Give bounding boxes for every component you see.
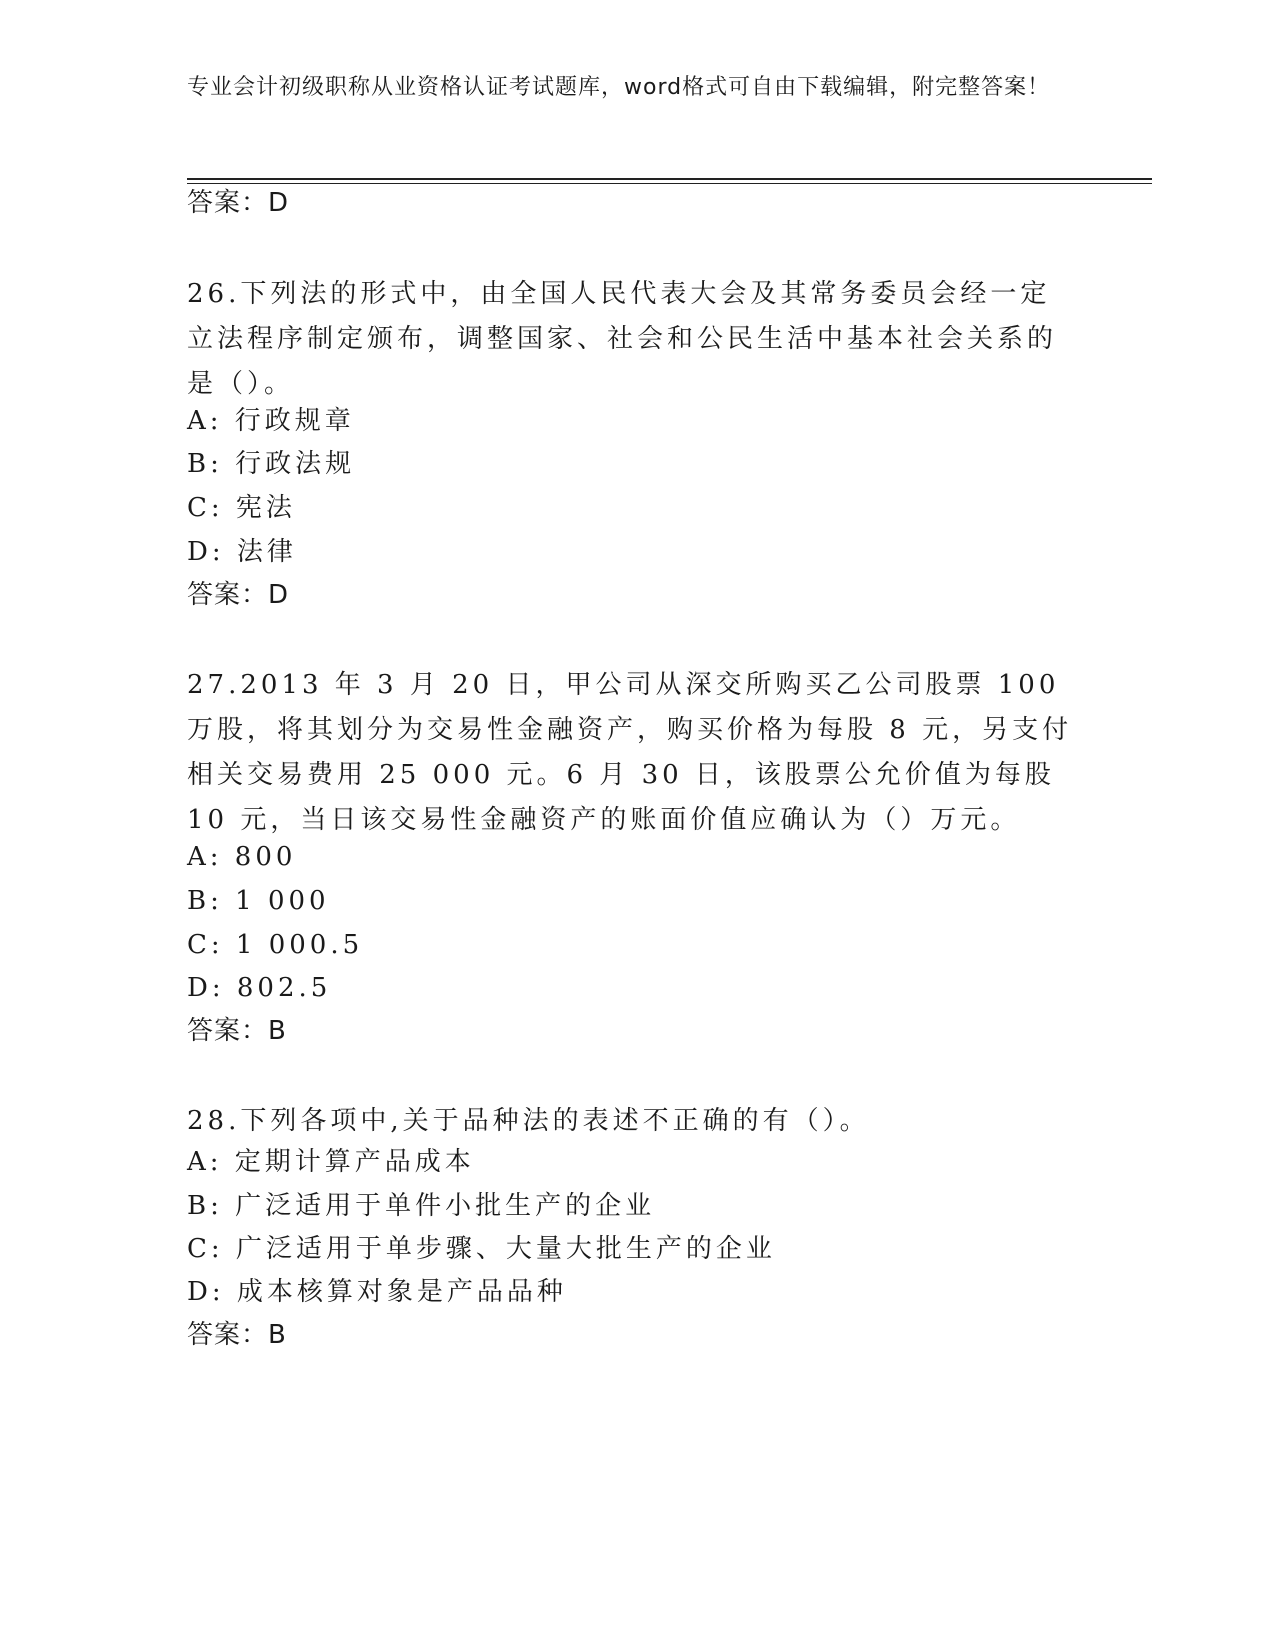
question-28-option-a: A: 定期计算产品成本 — [187, 1147, 475, 1177]
question-26-option-a: A: 行政规章 — [187, 406, 355, 436]
question-26-answer: 答案：D — [187, 580, 290, 610]
question-26-option-d: D: 法律 — [187, 537, 297, 567]
question-27-option-b: B: 1 000 — [187, 886, 330, 916]
question-27-option-c: C: 1 000.5 — [187, 930, 364, 960]
header-text: 专业会计初级职称从业资格认证考试题库，word格式可自由下载编辑，附完整答案！ — [187, 75, 1051, 100]
header-rule — [187, 178, 1152, 180]
question-28-option-b: B: 广泛适用于单件小批生产的企业 — [187, 1191, 656, 1221]
question-26-option-c: C: 宪法 — [187, 493, 296, 523]
question-26-text: 26.下列法的形式中，由全国人民代表大会及其常务委员会经一定立法程序制定颁布，调整国家、社会和公民生活中基本社会关系的是（）。 — [187, 279, 1058, 399]
question-27-option-d: D: 802.5 — [187, 973, 332, 1003]
question-28-option-d: D: 成本核算对象是产品品种 — [187, 1277, 567, 1307]
question-27-text: 27.2013 年 3 月 20 日，甲公司从深交所购买乙公司股票 100 万股，将其划分为交易性金融资产，购买价格为每股 8 元，另支付相关交易费用 25 000 元。6 月 30 日，该股票公允价值为每股 10 元，当日该交易性金融资产的账面价值应确认为（）万元。 — [187, 670, 1073, 835]
question-27-option-a: A: 800 — [187, 842, 297, 872]
question-27-answer: 答案：B — [187, 1016, 287, 1046]
header-rule-thin — [187, 183, 1152, 184]
question-28-text: 28.下列各项中,关于品种法的表述不正确的有（）。 — [187, 1106, 870, 1136]
question-28-option-c: C: 广泛适用于单步骤、大量大批生产的企业 — [187, 1234, 776, 1264]
question-28-answer: 答案：B — [187, 1320, 287, 1350]
question-26-option-b: B: 行政法规 — [187, 449, 356, 479]
previous-answer: 答案：D — [187, 188, 290, 218]
